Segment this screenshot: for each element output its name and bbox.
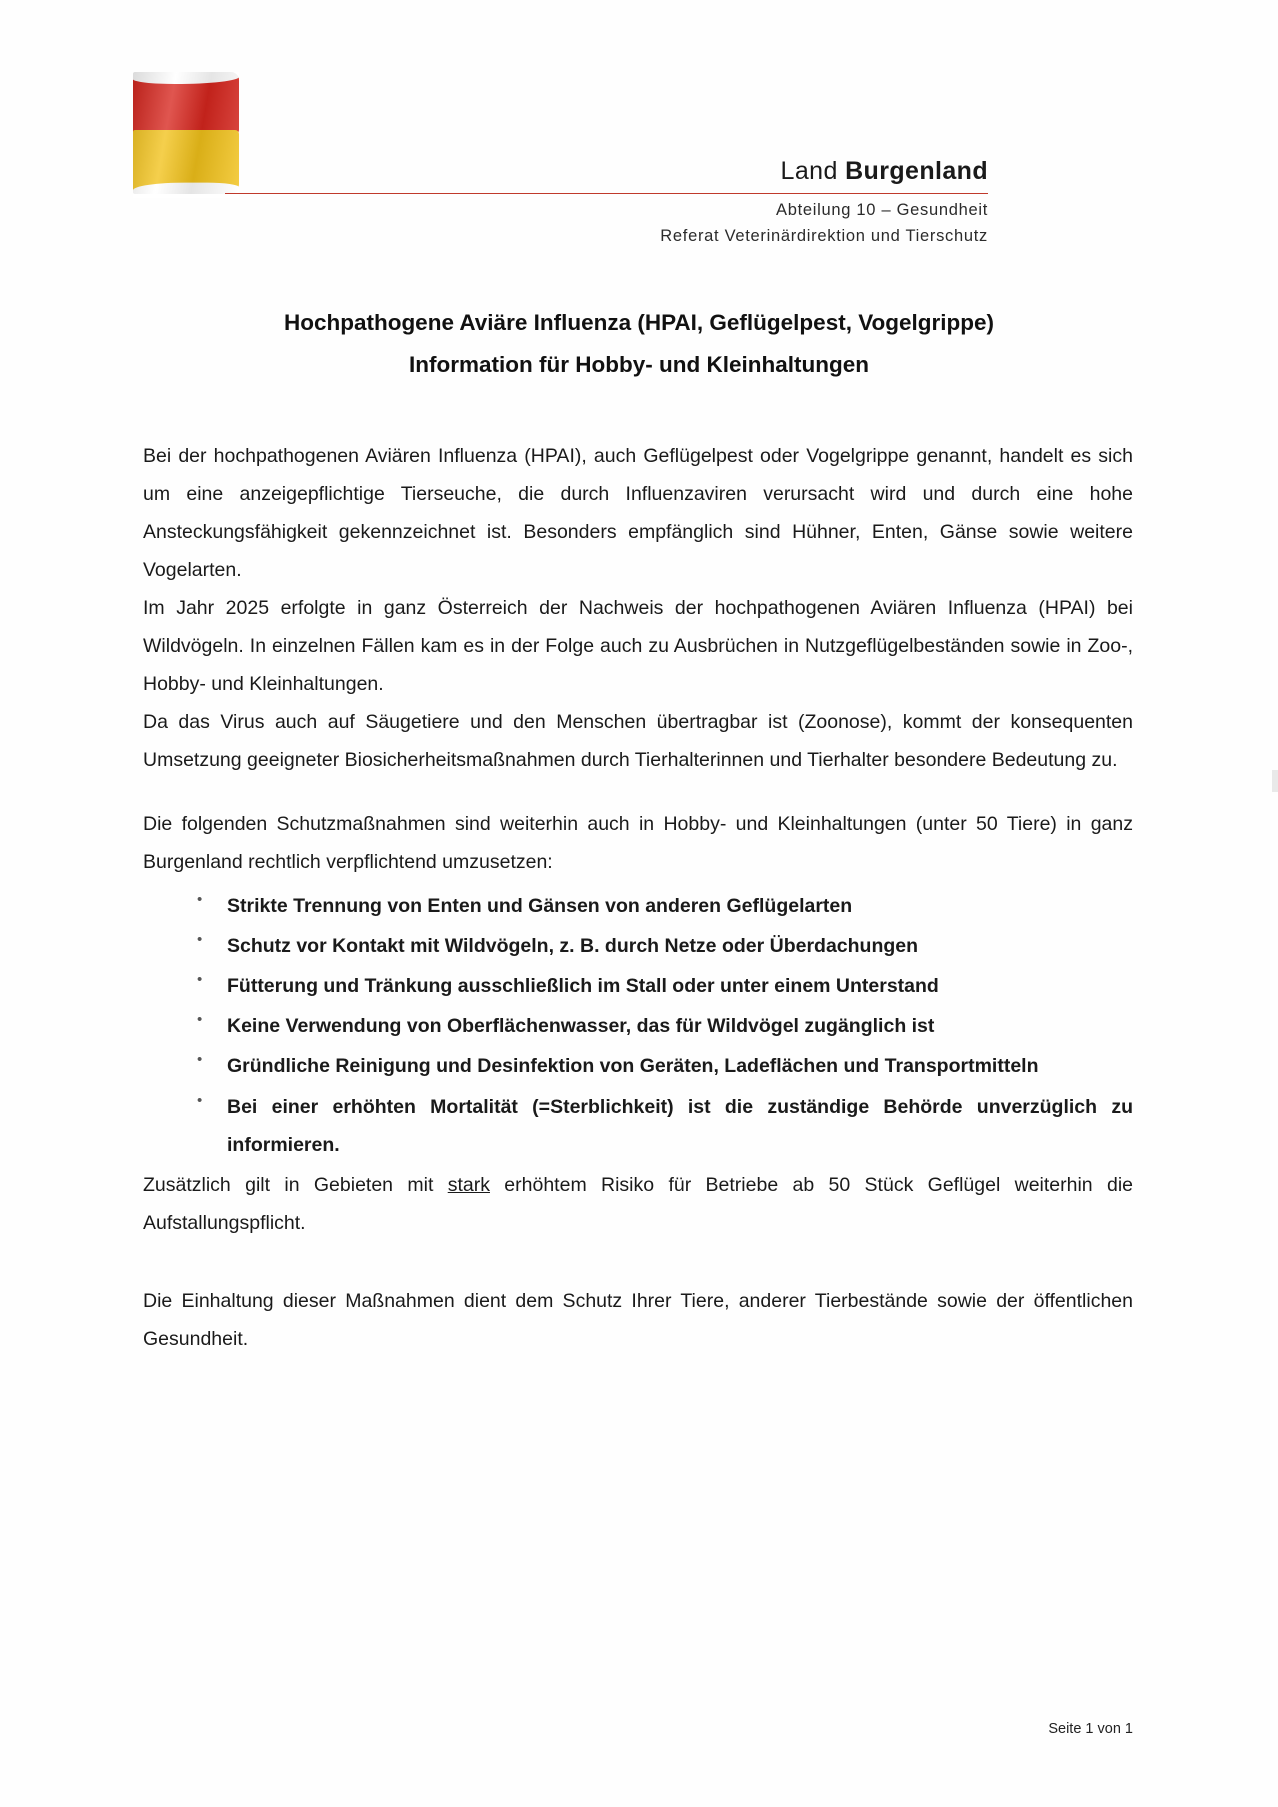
list-item: • Fütterung und Tränkung ausschließlich im Stall oder unter einem Unterstand [191,967,1133,1005]
additional-rule-emphasis: stark [447,1173,490,1196]
flag-shading [133,72,239,194]
document-body [143,437,1133,1357]
organization-name-bold: Burgenland [845,157,988,185]
paragraph-closing: Die Einhaltung dieser Maßnahmen dient dem Schutz Ihrer Tiere, anderer Tierbestände sowie der öffentlichen Gesundheit. [143,1289,1133,1350]
paragraph-intro: Bei der hochpathogenen Aviären Influenza (HPAI), auch Geflügelpest oder Vogelgrippe genannt, handelt es sich um eine anzeigepflichtige Tierseuche, die durch Influenzaviren verursacht wird und durch eine hohe Ansteckungsfähigkeit gekennzeichnet ist. Besonders empfänglich sind Hühner, Enten, Gänse sowie weitere Vogelarten. [143,445,1133,582]
unit-line: Referat Veterinärdirektion und Tierschutz [660,227,988,246]
page-edge-mark [1272,770,1278,792]
header-text-block [288,158,988,249]
list-item: • Bei einer erhöhten Mortalität (=Sterblichkeit) ist die zuständige Behörde unverzüglich zu informieren. [191,1088,1133,1164]
paragraph-zoonosis: Da das Virus auch auf Säugetiere und den Menschen übertragbar ist (Zoonose), kommt der konsequenten Umsetzung geeigneter Biosicherheitsmaßnahmen durch Tierhalterinnen und Tierhalter besondere Bedeutung zu. [143,711,1133,772]
paragraph-additional-rule [143,1166,1133,1242]
paragraph-measures-intro: Die folgenden Schutzmaßnahmen sind weiterhin auch in Hobby- und Kleinhaltungen (unter 50 Tiere) in ganz Burgenland rechtlich verpflichtend umzusetzen: [143,813,1133,874]
page-footer: Seite 1 von 1 [1048,1721,1133,1737]
additional-rule-pre: Zusätzlich gilt in Gebieten mit [143,1173,448,1196]
measures-list [143,887,1133,1163]
organization-name-light: Land [780,157,846,185]
additional-rule-post: erhöhtem Risiko für Betriebe ab 50 Stück Geflügel weiterhin die Aufstallungspflicht. [143,1173,1134,1234]
page-title-line-1: Hochpathogene Aviäre Influenza (HPAI, Geflügelpest, Vogelgrippe) [283,310,995,335]
page-title [0,302,1278,385]
document-header [0,0,1278,246]
paragraph-situation: Im Jahr 2025 erfolgte in ganz Österreich der Nachweis der hochpathogenen Aviären Influenza (HPAI) bei Wildvögeln. In einzelnen Fällen kam es in der Folge auch zu Ausbrüchen in Nutzgeflügelbeständen sowie in Zoo-, Hobby- und Kleinhaltungen. [143,597,1133,696]
department-line: Abteilung 10 – Gesundheit [776,200,988,219]
page-title-line-2: Information für Hobby- und Kleinhaltungen [409,351,869,377]
organization-title [288,158,988,186]
list-item: • Schutz vor Kontakt mit Wildvögeln, z. B. durch Netze oder Überdachungen [191,927,1133,965]
list-item: • Strikte Trennung von Enten und Gänsen von anderen Geflügelarten [191,887,1133,925]
burgenland-flag-icon [133,72,239,194]
list-item: • Gründliche Reinigung und Desinfektion von Geräten, Ladeflächen und Transportmitteln [191,1047,1133,1085]
list-item: • Keine Verwendung von Oberflächenwasser, das für Wildvögel zugänglich ist [191,1007,1133,1045]
